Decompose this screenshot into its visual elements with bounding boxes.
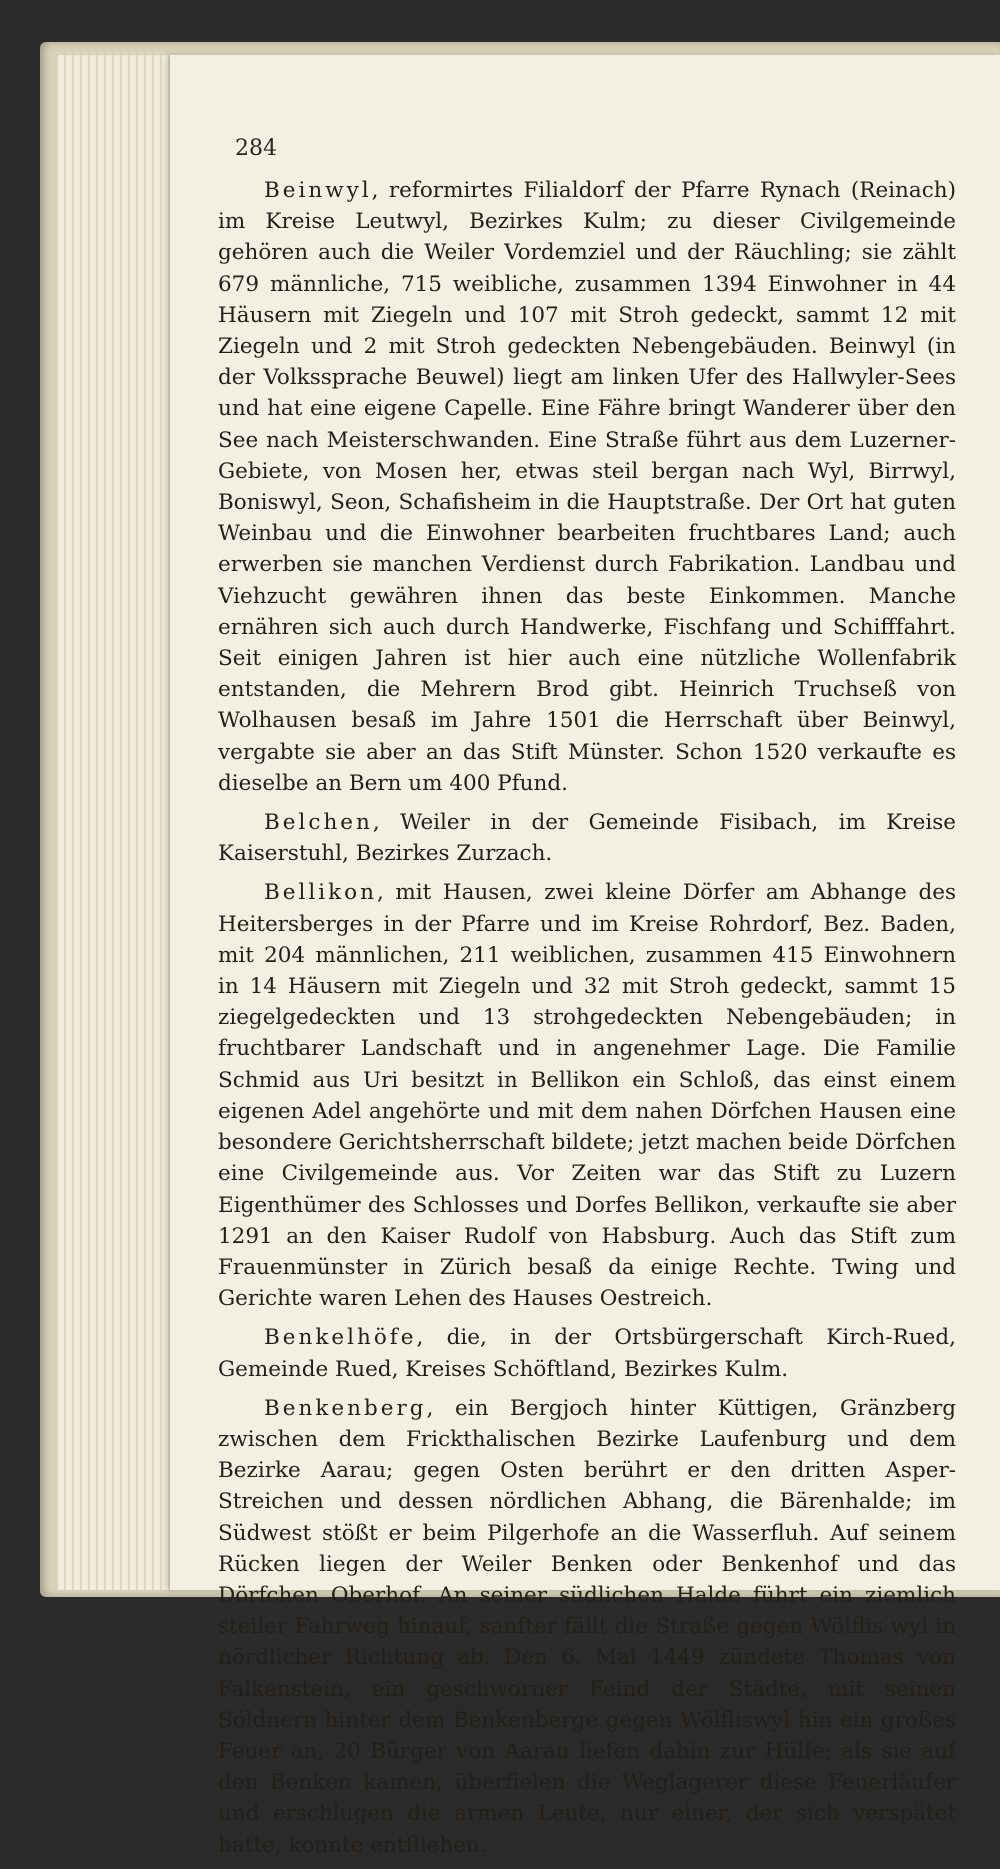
page-stack: [58, 55, 178, 1590]
entry-text: , Weiler in der Gemeinde Fisibach, im Kreise Kaiserstuhl, Bezirkes Zurzach.: [218, 810, 956, 867]
entry-headword: Benkelhöfe: [264, 1325, 417, 1351]
entry-beinwyl: [218, 175, 956, 799]
entry-bellikon: [218, 877, 956, 1314]
page-number: 284: [235, 136, 277, 161]
entry-text: , die, in der Ortsbürgerschaft Kirch-Rued, Gemeinde Rued, Kreises Schöftland, Bezirkes Kulm.: [218, 1325, 956, 1382]
entry-belchen: [218, 807, 956, 869]
entry-headword: Bellikon: [264, 880, 377, 906]
entry-headword: Belchen: [264, 810, 373, 836]
entry-benkenberg: [218, 1393, 956, 1861]
entry-text: , mit Hausen, zwei kleine Dörfer am Abhange des Heitersberges in der Pfarre und im Kreise Rohrdorf, Bez. Baden, mit 204 männlichen, 211 weiblichen, zusammen 415 Einwohnern in 14 Häusern mit Ziegeln und 32 mit Stroh gedeckt, sammt 15 ziegelgedeckten und 13 strohgedeckten Nebengebäuden; in fruchtbarer Landschaft und in angenehmer Lage. Die Familie Schmid aus Uri besitzt in Bellikon ein Schloß, das einst einem eigenen Adel angehörte und mit dem nahen Dörfchen Hausen eine besondere Gerichtsherrschaft bildete; jetzt machen beide Dörfchen eine Civilgemeinde aus. Vor Zeiten war das Stift zu Luzern Eigenthümer des Schlosses und Dorfes Bellikon, verkaufte sie aber 1291 an den Kaiser Rudolf von Habsburg. Auch das Stift zum Frauenmünster in Zürich besaß da einige Rechte. Twing und Gerichte waren Lehen des Hauses Oestreich.: [218, 880, 956, 1312]
entry-text: , reformirtes Filialdorf der Pfarre Rynach (Reinach) im Kreise Leutwyl, Bezirkes Kulm; zu dieser Civilgemeinde gehören auch die Weiler Vordemziel und der Räuchling; sie zählt 679 männliche, 715 weibliche, zusammen 1394 Einwohner in 44 Häusern mit Ziegeln und 107 mit Stroh gedeckt, sammt 12 mit Ziegeln und 2 mit Stroh gedeckten Nebengebäuden. Beinwyl (in der Volkssprache Beuwel) liegt am linken Ufer des Hallwyler-Sees und hat eine eigene Capelle. Eine Fähre bringt Wanderer über den See nach Meisterschwanden. Eine Straße führt aus dem Luzerner-Gebiete, von Mosen her, etwas steil bergan nach Wyl, Birrwyl, Boniswyl, Seon, Schafisheim in die Hauptstraße. Der Ort hat guten Weinbau und die Einwohner bearbeiten fruchtbares Land; auch erwerben sie manchen Verdienst durch Fabrikation. Landbau und Viehzucht gewähren ihnen das beste Einkommen. Manche ernähren sich auch durch Handwerke, Fischfang und Schifffahrt. Seit einigen Jahren ist hier auch eine nützliche Wollenfabrik entstanden, die Mehrern Brod gibt. Heinrich Truchseß von Wolhausen besaß im Jahre 1501 die Herrschaft über Beinwyl, vergabte sie aber an das Stift Münster. Schon 1520 verkaufte es dieselbe an Bern um 400 Pfund.: [218, 178, 956, 796]
entry-text: , ein Bergjoch hinter Küttigen, Gränzberg zwischen dem Frickthalischen Bezirke Laufenburg und dem Bezirke Aarau; gegen Osten berührt er den dritten Asper-Streichen und dessen nördlichen Abhang, die Bärenhalde; im Südwest stößt er beim Pilgerhofe an die Wasserfluh. Auf seinem Rücken liegen der Weiler Benken oder Benkenhof und das Dörfchen Oberhof. An seiner südlichen Halde führt ein ziemlich steiler Fahrweg hinauf, sanfter fällt die Straße gegen Wölflis wyl in nördlicher Richtung ab. Den 6. Mai 1449 zündete Thomas von Falkenstein, ein geschworner Feind der Städte, mit seinen Söldnern hinter dem Benkenberge gegen Wölfliswyl hin ein großes Feuer an, 20 Bürger von Aarau liefen dahin zur Hülfe; als sie auf den Benken kamen, überfielen die Weglagerer diese Feuerläufer und erschlugen die armen Leute, nur einer, der sich verspätet hatte, konnte entfliehen.: [218, 1395, 956, 1858]
entry-headword: Benkenberg: [264, 1395, 427, 1421]
entry-benkelhoefe: [218, 1322, 956, 1384]
gazetteer-text: [218, 175, 956, 1869]
entry-headword: Beinwyl: [264, 178, 372, 203]
